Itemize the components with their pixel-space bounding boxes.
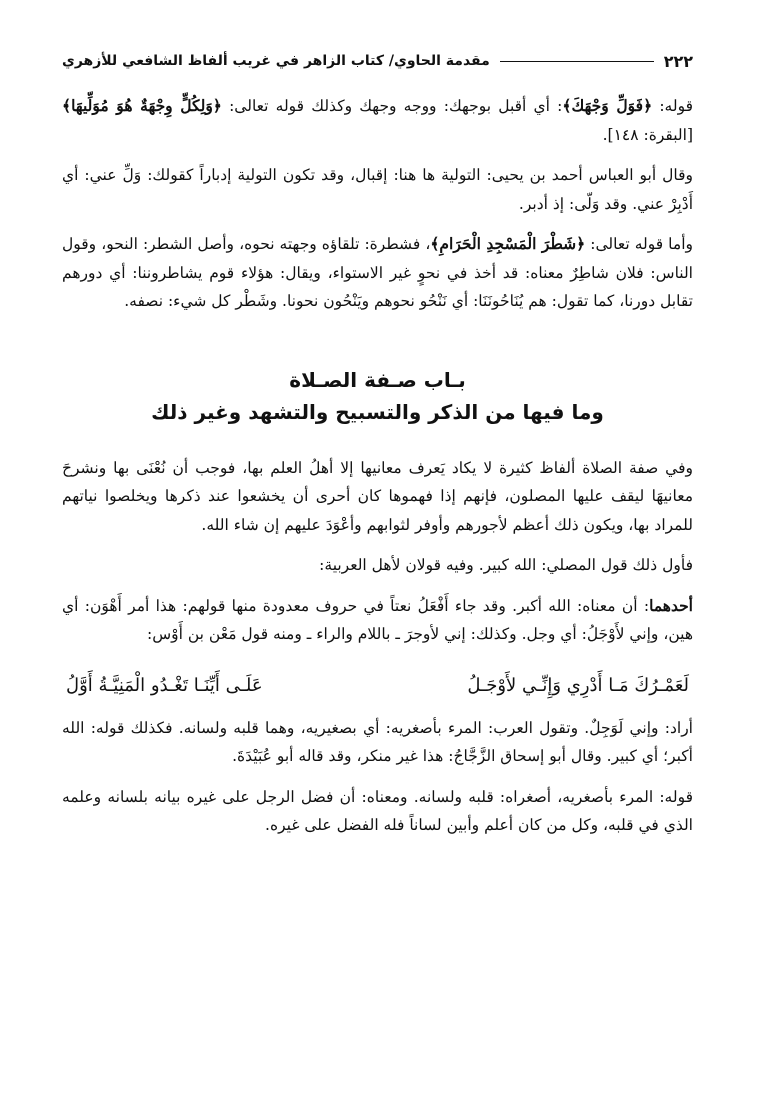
citation: [البقرة: ١٤٨]. bbox=[602, 125, 693, 144]
paragraph-explanation: قوله: المرء بأصغريه، أصغراه: قلبه ولسانه. ومعناه: أن فضل الرجل على غيره بيانه بلسانه وعلمه الذي في قلبه، وكل من كان أعلم وأبين لساناً فله الفضل على غيره. bbox=[62, 787, 693, 834]
text-span: : أن معناه: الله أكبر. وقد جاء أَفْعَلُ نعتاً في حروف معدودة منها قولهم: هذا أمر أَهْوَن: أي هين، وإني لأَوْجَلُ: أي وجل. وكذلك: إني لأوجرَ ـ باللام والراء ـ ومنه قول مَعْن بن أَوْس: bbox=[62, 596, 693, 643]
page-header bbox=[62, 44, 693, 78]
verse-hemistich-second: عَلَـى أَيِّنَـا تَغْـدُو الْمَنِيَّـةُ أَوَّلُ bbox=[66, 674, 263, 696]
paragraph-fawalli bbox=[62, 92, 693, 149]
quran-quote: ﴿شَطْرَ الْمَسْجِدِ الْحَرَامِ﴾ bbox=[430, 234, 586, 253]
header-rule bbox=[500, 61, 654, 62]
page-number: ٢٢٢ bbox=[663, 51, 693, 71]
text-span: وأما قوله تعالى: bbox=[585, 235, 693, 253]
verse-hemistich-first: لَعَمْـرُكَ مَـا أَدْرِي وَإِنِّـي لأَوْجَـلُ bbox=[467, 674, 689, 696]
paragraph-asgharayh: أراد: وإني لَوَجِلٌ. وتقول العرب: المرء بأصغريه: أي بصغيريه، وهما قلبه ولسانه. فكذلك قوله: الله أكبر؛ أي كبير. وقال أبو إسحاق الزَّجَّاجُ: هذا غير منكر، وقد قاله أبو عُبَيْدَةَ. bbox=[62, 718, 693, 765]
quran-quote: ﴿فَوَلِّ وَجْهَكَ﴾ bbox=[562, 96, 653, 115]
paragraph-first-opinion bbox=[62, 592, 693, 649]
poetry-verse bbox=[62, 675, 693, 696]
text-span: قوله: bbox=[652, 97, 694, 115]
text-span: : أي أقبل بوجهك: ووجه وجهك وكذلك قوله تعالى: bbox=[221, 97, 563, 115]
paragraph-intro-salat: وفي صفة الصلاة ألفاظ كثيرة لا يكاد يَعرف معانيها إلا أهلُ العلم بها، فوجب أن نُعْنَى بها ونشرحَ معانيهَا ليقف عليها المصلون، فإنهم إذا فهموها كان أحرى أن يخشعوا عند ذكرها ويخلصوا نياتهم للمراد بها، ويكون ذلك أعظم لأجورهم وأوفر لثوابهم وأعْوَدَ عليهم إن شاء الله. bbox=[62, 458, 693, 534]
quran-quote: ﴿وَلِكُلٍّ وِجْهَةٌ هُوَ مُوَلِّيهَا﴾ bbox=[62, 96, 222, 115]
text-span: ، فشطرة: تلقاؤه وجهته نحوه، وأصل الشطر: النحو، وقول الناس: فلان شاطِرٌ معناه: قد أخذ في نحوٍ غير الاستواء، ويقال: هؤلاء قوم يشاطروننا: أي دورهم تقابل دورنا، كما تقول: هم يُنَاحُونَنَا: أي نَنْحُو نحوهم ويَنْحُون نحونا. وشَطْر كل شيء: نصفه. bbox=[62, 235, 693, 310]
chapter-subtitle: وما فيها من الذكر والتسبيح والتشهد وغير ذلك bbox=[151, 399, 604, 424]
lead-word: أحدهما bbox=[649, 595, 693, 615]
paragraph-takbir: فأول ذلك قول المصلي: الله كبير. وفيه قولان لأهل العربية: bbox=[319, 556, 693, 574]
paragraph-shatr bbox=[62, 230, 693, 316]
paragraph-tawliya: وقال أبو العباس أحمد بن يحيى: التولية ها هنا: إقبال، وقد تكون التولية إدباراً كقولك: وَلِّ عني: أي أَدْبِرْ عني. وقد وَلّى: إذ أدبر. bbox=[62, 166, 693, 213]
running-title: مقدمة الحاوي/ كتاب الزاهر في غريب ألفاظ الشافعي للأزهري bbox=[62, 53, 490, 69]
chapter-title: بـاب صـفة الصـلاة bbox=[289, 367, 466, 392]
